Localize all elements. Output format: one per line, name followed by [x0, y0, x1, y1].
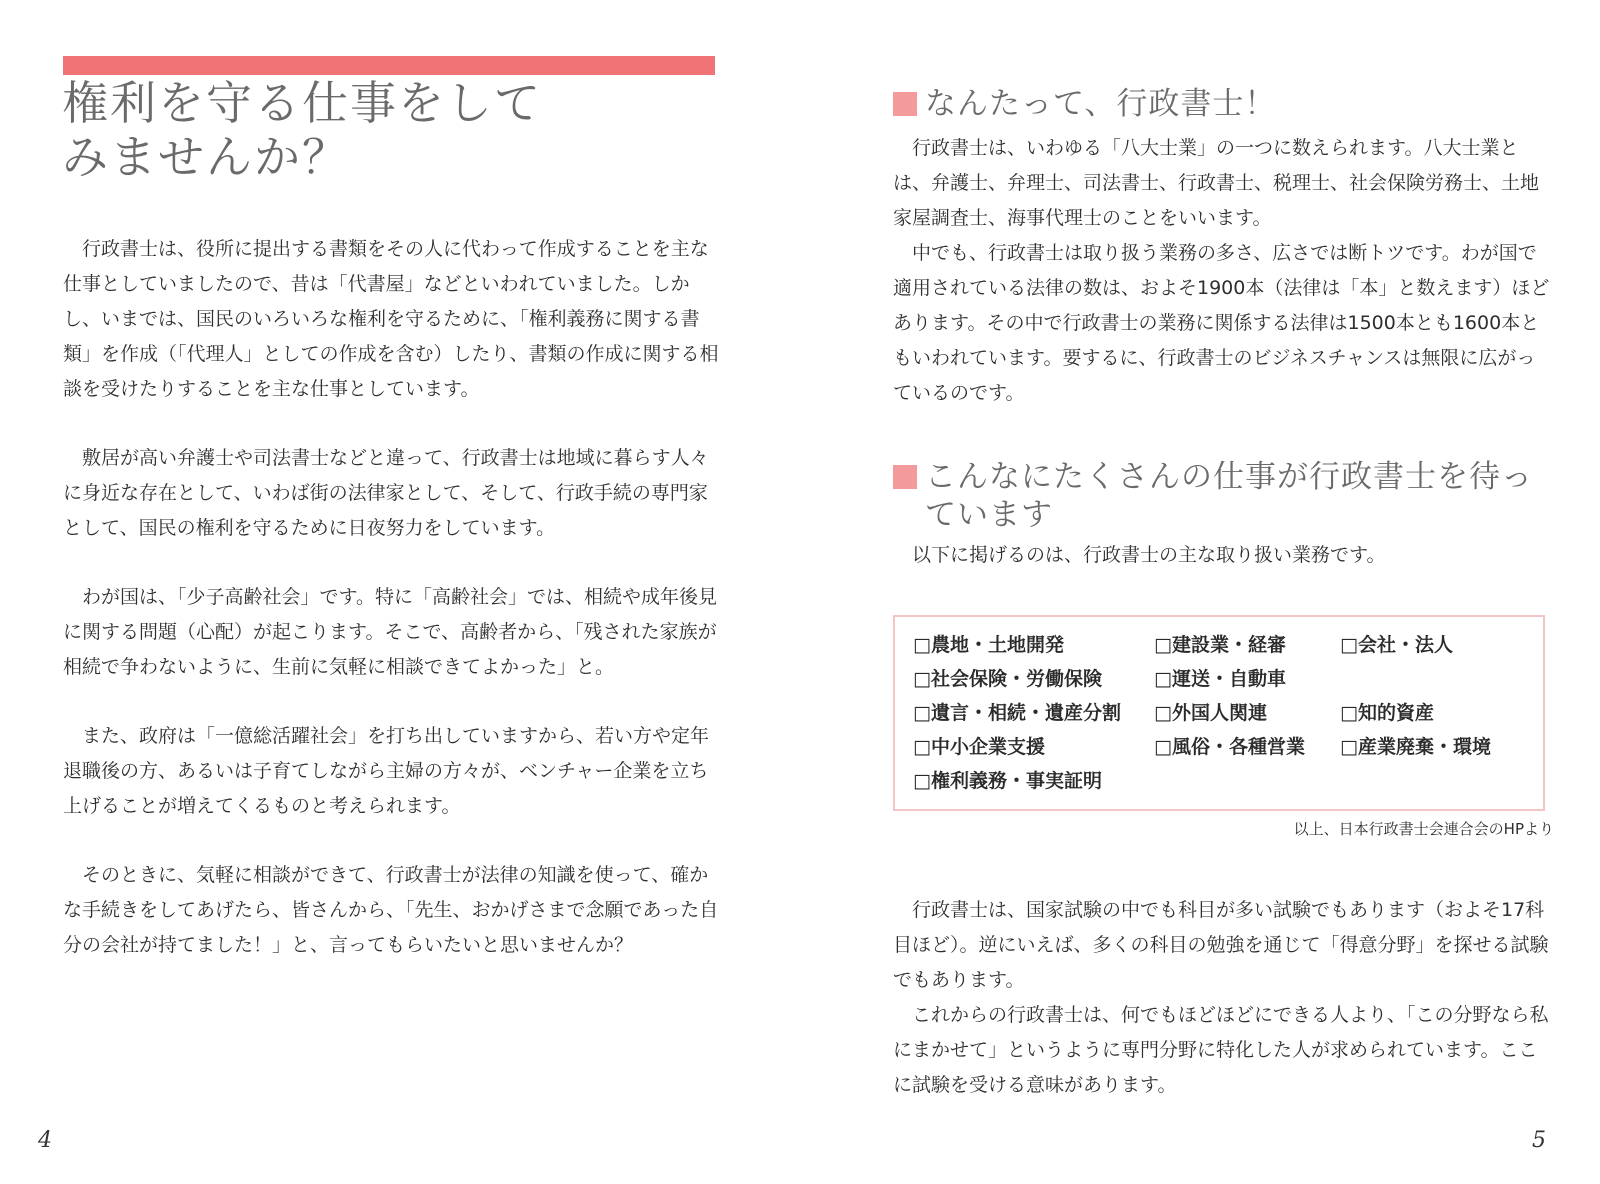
- business-item: □中小企業支援: [913, 736, 1045, 758]
- section-3-body: [893, 893, 1553, 1103]
- source-note: 以上、日本行政書士会連合会のHPより: [1293, 820, 1554, 838]
- business-item: □会社・法人: [1340, 634, 1453, 656]
- business-item: □遺言・相続・遺産分割: [913, 702, 1121, 724]
- title-line-1: 権利を守る仕事をして: [62, 76, 542, 130]
- paragraph: 行政書士は、国家試験の中でも科目が多い試験でもあります（およそ17科目ほど）。逆にいえば、多くの科目の勉強を通じて「得意分野」を探せる試験でもあります。: [893, 899, 1549, 991]
- heading-square-icon: [893, 465, 917, 489]
- business-item: □農地・土地開発: [913, 634, 1064, 656]
- paragraph: そのときに、気軽に相談ができて、行政書士が法律の知識を使って、確かな手続きをしてあげたら、皆さんから、「先生、おかげさまで念願であった自分の会社が持てました！」と、言ってもらいたいと思いませんか？: [63, 864, 719, 956]
- business-item: □社会保険・労働保険: [913, 668, 1102, 690]
- paragraph: 行政書士は、いわゆる「八大士業」の一つに数えられます。八大士業とは、弁護士、弁理士、司法書士、行政書士、税理士、社会保険労務士、土地家屋調査士、海事代理士のことをいいます。: [893, 137, 1540, 229]
- heading-square-icon: [893, 92, 917, 116]
- business-item: □外国人関連: [1154, 702, 1267, 724]
- business-item: □権利義務・事実証明: [913, 770, 1102, 792]
- business-item: □知的資産: [1340, 702, 1434, 724]
- left-body-text: [63, 232, 723, 997]
- paragraph: わが国は、「少子高齢社会」です。特に「高齢社会」では、相続や成年後見に関する問題（心配）が起こります。そこで、高齢者から、「残された家族が相続で争わないように、生前に気軽に相談できてよかった」と。: [63, 586, 717, 678]
- business-item: □建設業・経審: [1154, 634, 1286, 656]
- section-heading-1-text: なんたって、行政書士！: [925, 86, 1277, 122]
- section-heading-1: [893, 86, 1533, 122]
- section-heading-2-line-2: ています: [925, 497, 1053, 533]
- right-page: [800, 0, 1600, 1184]
- section-2-intro: 以下に掲げるのは、行政書士の主な取り扱い業務です。: [912, 544, 1386, 566]
- business-list-box: [893, 615, 1545, 811]
- paragraph: また、政府は「一億総活躍社会」を打ち出していますから、若い方や定年退職後の方、あるいは子育てしながら主婦の方々が、ベンチャー企業を立ち上げることが増えてくるものと考えられます。: [63, 725, 710, 817]
- section-heading-2-line-1: こんなにたくさんの仕事が行政書士を待っ: [925, 459, 1533, 495]
- title-line-2: みませんか？: [62, 130, 350, 184]
- section-1-body: [893, 131, 1553, 411]
- paragraph: 敷居が高い弁護士や司法書士などと違って、行政書士は地域に暮らす人々に身近な存在として、いわば街の法律家として、そして、行政手続の専門家として、国民の権利を守るために日夜努力をしています。: [63, 447, 709, 539]
- business-item: □運送・自動車: [1154, 668, 1286, 690]
- title-accent-bar: [63, 56, 715, 75]
- business-item: □風俗・各種営業: [1154, 736, 1305, 758]
- paragraph: 行政書士は、役所に提出する書類をその人に代わって作成することを主な仕事としていましたので、昔は「代書屋」などといわれていました。しかし、いまでは、国民のいろいろな権利を守るために、「権利義務に関する書類」を作成（「代理人」としての作成を含む）したり、書類の作成に関する相談を受けたりすることを主な仕事としています。: [63, 238, 719, 400]
- section-heading-2: [893, 458, 1533, 534]
- page-title: [62, 76, 722, 184]
- paragraph: これからの行政書士は、何でもほどほどにできる人より、「この分野なら私にまかせて」というように専門分野に特化した人が求められています。ここに試験を受ける意味があります。: [893, 1004, 1549, 1096]
- page-number-left: 4: [38, 1128, 52, 1153]
- business-item: □産業廃棄・環境: [1340, 736, 1491, 758]
- page-number-right: 5: [1532, 1128, 1546, 1153]
- paragraph: 中でも、行政書士は取り扱う業務の多さ、広さでは断トツです。わが国で適用されている法律の数は、およそ1900本（法律は「本」と数えます）ほどあります。その中で行政書士の業務に関係する法律は1500本とも1600本ともいわれています。要するに、行政書士のビジネスチャンスは無限に広がっているのです。: [893, 242, 1550, 404]
